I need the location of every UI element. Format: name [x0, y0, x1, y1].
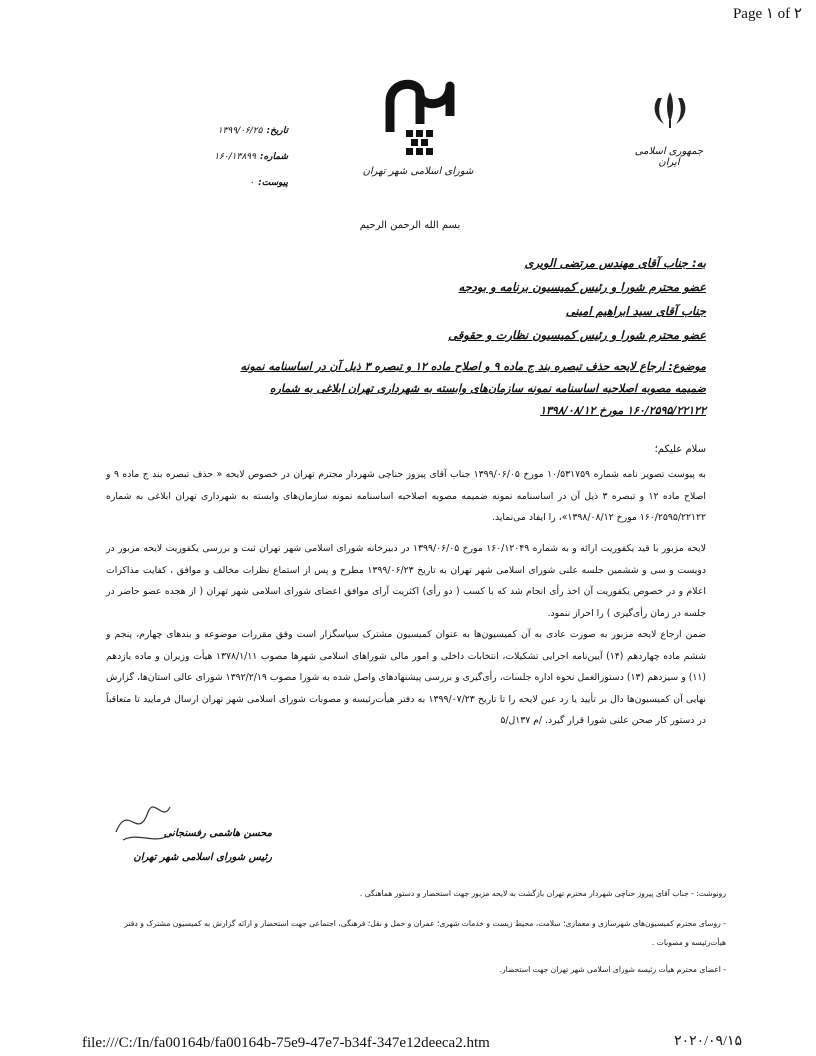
tehran-council-logo-icon	[380, 72, 460, 162]
greeting: سلام علیکم؛	[654, 444, 706, 455]
print-date: ۲۰۲۰/۰۹/۱۵	[674, 1034, 742, 1049]
subject-line: موضوع: ارجاع لایحه حذف تبصره بند ج ماده ۹ و اصلاح ماده ۱۲ و تبصره ۳ ذیل آن در اساسنامه نمونه	[240, 360, 706, 373]
number-value: ۱۶۰/۱۳۸۹۹	[214, 152, 256, 162]
signer-title: رئیس شورای اسلامی شهر تهران	[133, 852, 272, 863]
page-indicator: Page ۱ of ۲	[732, 6, 802, 22]
letter-number	[148, 152, 288, 162]
number-label: شماره:	[259, 152, 288, 162]
attachment-value: ۰	[249, 178, 255, 188]
handwritten-signature-icon	[108, 792, 178, 852]
recipient-line: عضو محترم شورا و رئیس کمیسیون برنامه و بودجه	[458, 280, 706, 294]
iran-emblem-icon	[640, 90, 700, 130]
body-paragraph: لایحه مزبور با قید یکفوریت ارائه و به شماره ۱۶۰/۱۲۰۴۹ مورخ ۱۳۹۹/۰۶/۰۵ در دبیرخانه شورای اسلامی شهر تهران ثبت و بررسی یکفوریت لایحه مزبور در دویست و سی و ششمین جلسه علنی شورای اسلامی شهر تهران به تاریخ ۱۳۹۹/۰۶/۲۳ مطرح و پس از استماع نظرات مخالف و موافق ، کفایت مذاکرات اعلام و در خصوص یکفوریت آن اخذ رأی انجام شد که با کسب ( دو رأی) اکثریت آرای موافق اعضای شورای اسلامی شهر تهران ( از هجده عضو حاضر در جلسه در زمان رأی‌گیری ) را احراز ننمود.	[106, 543, 707, 619]
council-caption: شورای اسلامی شهر تهران	[362, 166, 474, 177]
recipient-line: جناب آقای سید ابراهیم امینی	[565, 304, 706, 318]
subject-line: ضمیمه مصوبه اصلاحیه اساسنامه نمونه سازمان‌های وابسته به شهرداری تهران ابلاغی به شماره	[269, 382, 706, 395]
signer-name: محسن هاشمی رفسنجانی	[163, 828, 272, 839]
file-path: file:///C:/In/fa00164b/fa00164b-75e9-47e7-b34f-347e12deeca2.htm	[82, 1035, 490, 1051]
cc-line: - اعضای محترم هیأت رئیسه شورای اسلامی شهر تهران جهت استحضار.	[499, 965, 726, 974]
date-value: ۱۳۹۹/۰۶/۲۵	[217, 126, 263, 136]
attachment-label: پیوست:	[258, 178, 288, 188]
recipient-line: به: جناب آقای مهندس مرتضی الویری	[524, 256, 706, 270]
basmala: بسم الله الرحمن الرحیم	[359, 220, 461, 231]
recipient-line: عضو محترم شورا و رئیس کمیسیون نظارت و حقوقی	[448, 328, 706, 342]
cc-line: - روسای محترم کمیسیون‌های شهرسازی و معماری؛ سلامت، محیط زیست و خدمات شهری؛ عمران و حمل و نقل؛ فرهنگی، اجتماعی جهت استحضار و ارائه گزارش به کمیسیون مشترک و دفتر هیأت‌رئیسه و مصوبات .	[124, 919, 726, 947]
subject	[146, 356, 706, 422]
body-paragraph: به پیوست تصویر نامه شماره ۱۰/۵۳۱۷۵۹ مورخ ۱۳۹۹/۰۶/۰۵ جناب آقای پیروز حناچی شهردار محترم تهران در خصوص لایحه « حذف تبصره بند ج ماده ۹ و اصلاح ماده ۱۲ و تبصره ۳ ذیل آن در اساسنامه نمونه ضمیمه مصوبه اصلاحیه اساسنامه نمونه سازمان‌های وابسته به شهرداری تهران ابلاغی به شماره ۱۶۰/۲۵۹۵/۲۲۱۲۲ مورخ ۱۳۹۸/۰۸/۱۲»، را ایفاد می‌نماید.	[106, 469, 707, 523]
letter-date	[148, 126, 288, 136]
date-label: تاریخ:	[266, 126, 288, 136]
subject-line: ۱۶۰/۲۵۹۵/۲۲۱۲۲ مورخ ۱۳۹۸/۰۸/۱۲	[540, 404, 706, 417]
emblem-caption: جمهوری اسلامی ایران	[634, 146, 704, 168]
letter-attachment	[148, 178, 288, 188]
body-paragraph: ضمن ارجاع لایحه مزبور به صورت عادی به آن کمیسیون‌ها به عنوان کمیسیون مشترک سپاسگزار است وفق مقررات موضوعه و بندهای چهارم، پنجم و ششم ماده چهاردهم (۱۴) آیین‌نامه اجرایی تشکیلات، انتخابات داخلی و امور مالی شوراهای اسلامی شهرها مصوب ۱۳۷۸/۱/۱۱ هیأت وزیران و ماده یازدهم (۱۱) و سیزدهم (۱۳) دستورالعمل نحوه اداره جلسات، رأی‌گیری و بررسی پیشنهادهای واصل شده به شورا مصوب ۱۳۹۲/۲/۱۹ شورای عالی استان‌ها، گزارش نهایی آن کمیسیون‌ها دال بر تأیید یا رد عین لایحه را تا تاریخ ۱۳۹۹/۰۷/۲۳ به دفتر هیأت‌رئیسه و مصوبات شورای اسلامی شهر تهران ارسال فرمایید تا متعاقباً در دستور کار صحن علنی شورا قرار گیرد. /م ۱۳۷ل/۵	[106, 629, 706, 726]
cc-line: رونوشت: - جناب آقای پیروز حناچی شهردار محترم تهران بازگشت به لایحه مزبور جهت استحضار و دستور هماهنگی .	[359, 889, 726, 898]
